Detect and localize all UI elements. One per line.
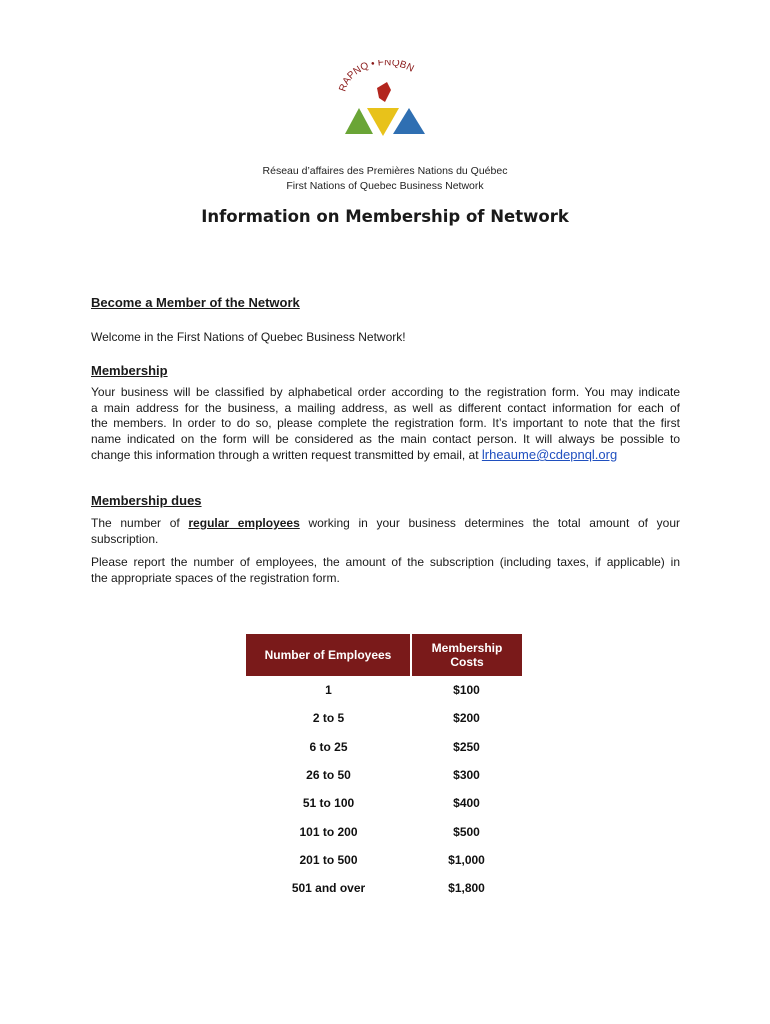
dues-p1-before: The number of	[91, 516, 189, 530]
membership-line: name indicated on the form will be considered as the main contact person. It will always be possible to	[91, 431, 680, 446]
email-link[interactable]: lrheaume@cdepnql.org	[481, 447, 618, 462]
logo-arc-text: RAPNQ • FNQBN	[337, 60, 416, 93]
membership-heading: Membership	[91, 363, 168, 378]
employees-cell: 6 to 25	[309, 739, 348, 754]
employees-cell: 501 and over	[291, 881, 366, 896]
cost-cell: $500	[453, 824, 480, 839]
organization-name-en: First Nations of Quebec Business Network	[286, 180, 484, 192]
table-row	[246, 704, 522, 732]
logo-bird-icon	[377, 82, 391, 102]
document-title: Information on Membership of Network	[201, 207, 569, 226]
cost-cell: $400	[453, 796, 480, 811]
cost-cell: $1,000	[448, 852, 485, 867]
dues-paragraph-2	[91, 555, 680, 586]
dues-paragraph-1	[91, 516, 680, 547]
table-header-row	[246, 634, 522, 676]
become-member-heading: Become a Member of the Network	[91, 295, 300, 310]
header-membership-costs: Membership Costs	[411, 634, 522, 676]
employees-cell: 26 to 50	[306, 768, 351, 783]
membership-line-last	[91, 447, 680, 464]
rapnq-logo-graphic	[335, 60, 435, 140]
membership-line: the members. In order to do so, please complete the registration form. It’s important to note that the first	[91, 416, 680, 430]
cost-cell: $1,800	[448, 881, 485, 896]
rapnq-logo	[335, 60, 435, 140]
membership-line: a main address for the business, a mailing address, as well as different contact information for each of	[91, 400, 680, 415]
welcome-text-content: Welcome in the First Nations of Quebec Business Network!	[91, 330, 406, 344]
dues-p1-line-1	[91, 516, 680, 532]
organization-name-fr: Réseau d’affaires des Premières Nations du Québec	[262, 165, 508, 177]
table-row	[246, 761, 522, 789]
dues-p1-line-2: subscription.	[91, 531, 159, 546]
regular-employees-emphasis: regular employees	[188, 516, 300, 530]
membership-line: Your business will be classified by alphabetical order according to the registration form. You may indicate	[91, 385, 680, 399]
dues-p2-line-2: the appropriate spaces of the registration form.	[91, 570, 340, 585]
membership-dues-heading: Membership dues	[91, 493, 202, 508]
employees-cell: 51 to 100	[302, 796, 355, 811]
table-row	[246, 817, 522, 845]
employees-cell: 101 to 200	[299, 824, 358, 839]
table-row	[246, 789, 522, 817]
welcome-text	[91, 330, 680, 346]
cost-cell: $300	[453, 768, 480, 783]
membership-line-last-text: change this information through a written request transmitted by email, at	[91, 448, 482, 462]
table-row	[246, 846, 522, 874]
cost-cell: $250	[453, 739, 480, 754]
organization-names	[0, 164, 770, 194]
logo-green-triangle	[345, 108, 373, 134]
dues-p2-line-1: Please report the number of employees, the amount of the subscription (including taxes, if applicable) in	[91, 555, 680, 569]
logo-blue-triangle	[393, 108, 425, 134]
membership-paragraph	[91, 385, 680, 464]
dues-p1-after: working in your business determines the total amount of your	[299, 516, 680, 530]
table-row	[246, 676, 522, 704]
cost-cell: $100	[453, 683, 480, 698]
table-row	[246, 733, 522, 761]
employees-cell: 1	[325, 683, 332, 698]
header-number-of-employees: Number of Employees	[246, 634, 411, 676]
employees-cell: 201 to 500	[299, 852, 358, 867]
table-row	[246, 874, 522, 902]
cost-cell: $200	[453, 711, 480, 726]
membership-costs-table	[246, 634, 522, 902]
employees-cell: 2 to 5	[312, 711, 345, 726]
